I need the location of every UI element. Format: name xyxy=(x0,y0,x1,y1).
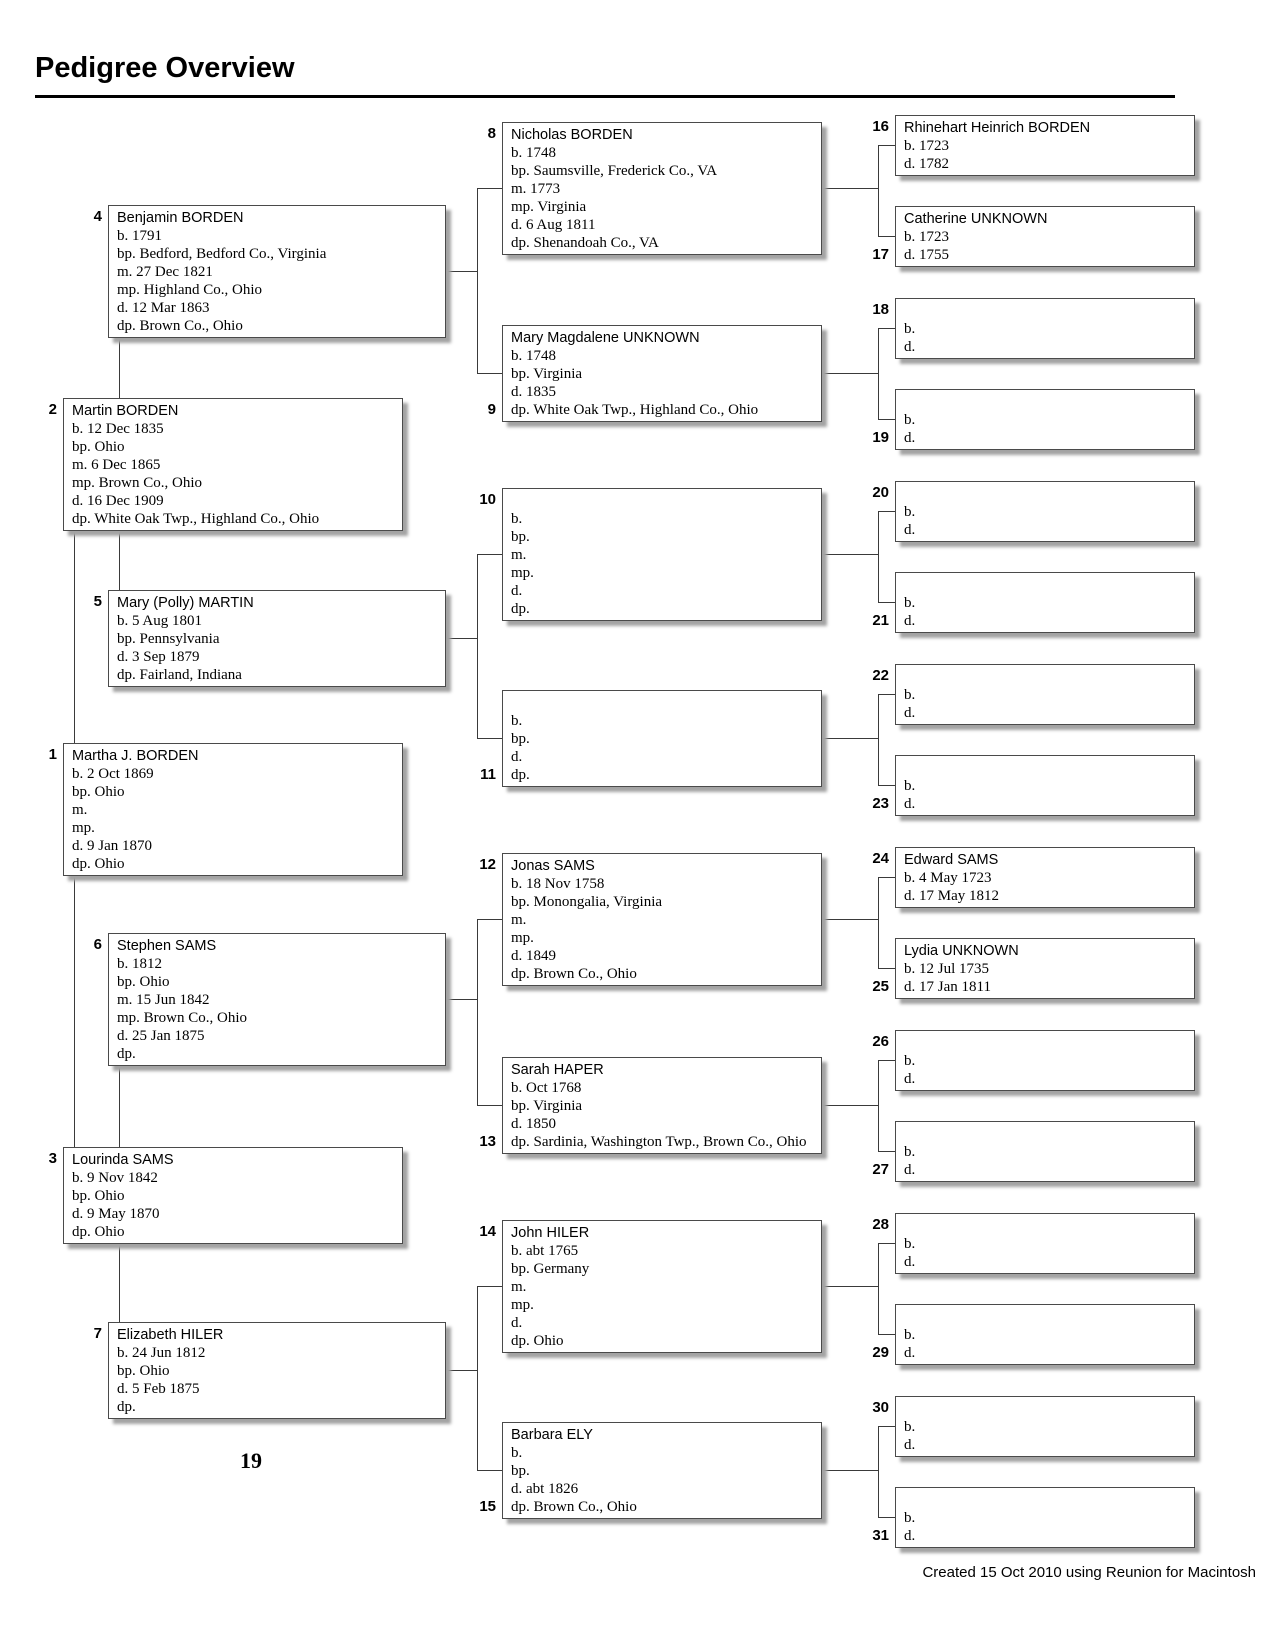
person-name: Jonas SAMS xyxy=(511,858,595,874)
person-box-26 xyxy=(895,1030,1195,1091)
person-detail-line: m. 1773 xyxy=(511,181,561,197)
person-number-2: 2 xyxy=(48,401,57,418)
person-detail-line: dp. Brown Co., Ohio xyxy=(511,966,637,982)
person-detail-line: dp. Brown Co., Ohio xyxy=(511,1499,637,1515)
person-detail-line: bp. Germany xyxy=(511,1261,590,1277)
connector-hline xyxy=(477,188,502,189)
connector-vline xyxy=(477,1286,478,1470)
person-number-19: 19 xyxy=(872,429,889,446)
connector-vline xyxy=(74,876,75,1147)
person-name xyxy=(904,668,1194,686)
person-number-9: 9 xyxy=(487,401,496,418)
person-number-17: 17 xyxy=(872,246,889,263)
person-detail-line: b. xyxy=(904,595,916,611)
connector-vline xyxy=(878,328,879,419)
person-detail-line: b. xyxy=(904,1327,916,1343)
person-detail-line: b. xyxy=(904,778,916,794)
person-detail-line: bp. Saumsville, Frederick Co., VA xyxy=(511,163,718,179)
person-name: Edward SAMS xyxy=(904,852,999,868)
person-box-23 xyxy=(895,755,1195,816)
connector-hline xyxy=(822,919,878,920)
person-box-13 xyxy=(502,1057,822,1154)
person-detail-line: b. 1791 xyxy=(117,228,162,244)
person-detail-line: dp. White Oak Twp., Highland Co., Ohio xyxy=(72,511,320,527)
person-detail-line: d. xyxy=(904,613,916,629)
person-detail-line: dp. Ohio xyxy=(511,1333,564,1349)
person-detail-line: b. 1723 xyxy=(904,138,949,154)
person-number-29: 29 xyxy=(872,1344,889,1361)
person-detail-line: b. 9 Nov 1842 xyxy=(72,1170,158,1186)
connector-vline xyxy=(878,694,879,785)
connector-hline xyxy=(878,1426,895,1427)
person-name xyxy=(511,492,821,510)
person-number-10: 10 xyxy=(479,491,496,508)
person-number-14: 14 xyxy=(479,1223,496,1240)
person-name xyxy=(904,1034,1194,1052)
person-name: Mary Magdalene UNKNOWN xyxy=(511,330,700,346)
person-detail-line: bp. Bedford, Bedford Co., Virginia xyxy=(117,246,327,262)
person-number-16: 16 xyxy=(872,118,889,135)
connector-hline xyxy=(878,602,895,603)
person-detail-line: m. 15 Jun 1842 xyxy=(117,992,210,1008)
person-detail-line: b. 18 Nov 1758 xyxy=(511,876,605,892)
person-detail-line: d. 9 May 1870 xyxy=(72,1206,160,1222)
person-name: Lydia UNKNOWN xyxy=(904,943,1019,959)
person-number-24: 24 xyxy=(872,850,889,867)
connector-vline xyxy=(878,1060,879,1151)
person-detail-line: b. 24 Jun 1812 xyxy=(117,1345,206,1361)
person-box-10 xyxy=(502,488,822,621)
person-detail-line: d. 9 Jan 1870 xyxy=(72,838,152,854)
person-detail-line: b. 1812 xyxy=(117,956,162,972)
person-detail-line: b. xyxy=(511,713,523,729)
person-box-19 xyxy=(895,389,1195,450)
person-box-24 xyxy=(895,847,1195,908)
connector-hline xyxy=(477,1105,502,1106)
connector-vline xyxy=(119,531,120,590)
person-detail-line: d. xyxy=(904,796,916,812)
person-box-30 xyxy=(895,1396,1195,1457)
person-detail-line: b. Oct 1768 xyxy=(511,1080,582,1096)
person-detail-line: d. abt 1826 xyxy=(511,1481,579,1497)
person-detail-line: d. 6 Aug 1811 xyxy=(511,217,596,233)
person-detail-line: mp. xyxy=(72,820,95,836)
person-name xyxy=(904,485,1194,503)
person-box-7 xyxy=(108,1322,446,1419)
person-detail-line: b. abt 1765 xyxy=(511,1243,579,1259)
person-detail-line: b. 1723 xyxy=(904,229,949,245)
connector-hline xyxy=(878,419,895,420)
person-name xyxy=(904,576,1194,594)
connector-vline xyxy=(119,1066,120,1147)
connector-hline xyxy=(878,328,895,329)
person-detail-line: mp. xyxy=(511,1297,534,1313)
connector-hline xyxy=(878,1334,895,1335)
connector-hline xyxy=(822,738,878,739)
connector-hline xyxy=(477,373,502,374)
person-detail-line: d. xyxy=(904,705,916,721)
person-detail-line: m. 27 Dec 1821 xyxy=(117,264,213,280)
person-number-8: 8 xyxy=(487,125,496,142)
connector-hline xyxy=(822,373,878,374)
person-name: Benjamin BORDEN xyxy=(117,210,244,226)
person-name: Stephen SAMS xyxy=(117,938,217,954)
person-detail-line: mp. Highland Co., Ohio xyxy=(117,282,262,298)
person-detail-line: d. 17 May 1812 xyxy=(904,888,999,904)
person-detail-line: b. xyxy=(904,1053,916,1069)
person-number-26: 26 xyxy=(872,1033,889,1050)
person-name: Sarah HAPER xyxy=(511,1062,604,1078)
person-number-31: 31 xyxy=(872,1527,889,1544)
connector-vline xyxy=(119,1244,120,1322)
person-box-28 xyxy=(895,1213,1195,1274)
person-box-21 xyxy=(895,572,1195,633)
person-box-11 xyxy=(502,690,822,787)
person-box-5 xyxy=(108,590,446,687)
connector-vline xyxy=(878,1243,879,1334)
person-box-1 xyxy=(63,743,403,876)
person-name xyxy=(904,1491,1194,1509)
person-box-20 xyxy=(895,481,1195,542)
person-name: Martha J. BORDEN xyxy=(72,748,199,764)
person-name: Rhinehart Heinrich BORDEN xyxy=(904,120,1091,136)
person-detail-line: b. 12 Jul 1735 xyxy=(904,961,990,977)
connector-vline xyxy=(477,554,478,738)
person-detail-line: d. xyxy=(904,1345,916,1361)
person-detail-line: b. xyxy=(511,511,523,527)
person-box-17 xyxy=(895,206,1195,267)
person-detail-line: bp. xyxy=(511,731,530,747)
person-detail-line: dp. White Oak Twp., Highland Co., Ohio xyxy=(511,402,759,418)
person-detail-line: b. xyxy=(904,1236,916,1252)
connector-hline xyxy=(822,188,878,189)
person-detail-line: m. 6 Dec 1865 xyxy=(72,457,161,473)
connector-hline xyxy=(878,968,895,969)
person-number-4: 4 xyxy=(93,208,102,225)
person-detail-line: mp. xyxy=(511,930,534,946)
connector-hline xyxy=(822,1470,878,1471)
person-detail-line: dp. Sardinia, Washington Twp., Brown Co., Ohio xyxy=(511,1134,807,1150)
person-detail-line: m. xyxy=(511,547,527,563)
person-detail-line: b. xyxy=(904,687,916,703)
person-name xyxy=(904,393,1194,411)
person-number-11: 11 xyxy=(480,766,496,783)
person-number-7: 7 xyxy=(93,1325,102,1342)
connector-hline xyxy=(878,877,895,878)
connector-hline xyxy=(878,1243,895,1244)
person-detail-line: d. 5 Feb 1875 xyxy=(117,1381,200,1397)
person-number-13: 13 xyxy=(479,1133,496,1150)
person-box-22 xyxy=(895,664,1195,725)
person-number-3: 3 xyxy=(48,1150,57,1167)
connector-hline xyxy=(822,1286,878,1287)
person-box-18 xyxy=(895,298,1195,359)
person-detail-line: d. xyxy=(904,522,916,538)
person-detail-line: b. xyxy=(511,1445,523,1461)
person-detail-line: d. xyxy=(904,1162,916,1178)
connector-hline xyxy=(446,999,477,1000)
person-detail-line: dp. Brown Co., Ohio xyxy=(117,318,243,334)
person-detail-line: dp. Ohio xyxy=(72,856,125,872)
person-detail-line: d. 1835 xyxy=(511,384,556,400)
connector-hline xyxy=(446,271,477,272)
person-name xyxy=(904,1125,1194,1143)
person-number-25: 25 xyxy=(872,978,889,995)
connector-vline xyxy=(878,511,879,602)
person-name xyxy=(904,302,1194,320)
person-name xyxy=(904,1217,1194,1235)
person-detail-line: bp. Ohio xyxy=(72,784,125,800)
person-detail-line: b. 2 Oct 1869 xyxy=(72,766,154,782)
person-name: Barbara ELY xyxy=(511,1427,593,1443)
person-number-23: 23 xyxy=(872,795,889,812)
person-detail-line: bp. Virginia xyxy=(511,366,583,382)
person-detail-line: b. 1748 xyxy=(511,145,556,161)
person-detail-line: dp. xyxy=(117,1399,136,1415)
connector-vline xyxy=(878,877,879,968)
person-detail-line: d. xyxy=(904,1071,916,1087)
person-name: Martin BORDEN xyxy=(72,403,179,419)
person-detail-line: mp. Virginia xyxy=(511,199,587,215)
connector-hline xyxy=(878,694,895,695)
person-number-15: 15 xyxy=(479,1498,496,1515)
connector-hline xyxy=(878,1517,895,1518)
person-number-18: 18 xyxy=(872,301,889,318)
connector-hline xyxy=(477,554,502,555)
person-box-29 xyxy=(895,1304,1195,1365)
person-detail-line: mp. Brown Co., Ohio xyxy=(117,1010,248,1026)
person-name: Elizabeth HILER xyxy=(117,1327,224,1343)
connector-hline xyxy=(446,638,477,639)
connector-vline xyxy=(119,338,120,398)
person-number-27: 27 xyxy=(872,1161,889,1178)
person-box-6 xyxy=(108,933,446,1066)
person-detail-line: bp. Ohio xyxy=(117,1363,170,1379)
person-box-9 xyxy=(502,325,822,422)
connector-vline xyxy=(74,531,75,743)
person-name xyxy=(511,694,821,712)
person-box-12 xyxy=(502,853,822,986)
person-detail-line: d. 3 Sep 1879 xyxy=(117,649,200,665)
page-title: Pedigree Overview xyxy=(35,52,295,84)
person-number-21: 21 xyxy=(872,612,889,629)
person-name: Mary (Polly) MARTIN xyxy=(117,595,254,611)
person-box-25 xyxy=(895,938,1195,999)
person-number-12: 12 xyxy=(479,856,496,873)
person-detail-line: b. xyxy=(904,412,916,428)
person-number-6: 6 xyxy=(93,936,102,953)
connector-hline xyxy=(878,511,895,512)
person-detail-line: d. xyxy=(904,339,916,355)
person-detail-line: d. xyxy=(904,1254,916,1270)
connector-vline xyxy=(477,188,478,373)
connector-hline xyxy=(477,1286,502,1287)
connector-hline xyxy=(878,785,895,786)
person-name: Lourinda SAMS xyxy=(72,1152,174,1168)
person-detail-line: b. 4 May 1723 xyxy=(904,870,992,886)
person-detail-line: b. xyxy=(904,1419,916,1435)
person-number-28: 28 xyxy=(872,1216,889,1233)
page-number: 19 xyxy=(240,1448,262,1473)
person-number-20: 20 xyxy=(872,484,889,501)
connector-hline xyxy=(878,145,895,146)
connector-vline xyxy=(878,145,879,236)
person-detail-line: d. 1849 xyxy=(511,948,556,964)
person-detail-line: d. 1755 xyxy=(904,247,949,263)
person-box-8 xyxy=(502,122,822,255)
connector-hline xyxy=(477,738,502,739)
connector-vline xyxy=(878,1426,879,1517)
person-detail-line: bp. Ohio xyxy=(72,1188,125,1204)
person-detail-line: bp. Ohio xyxy=(72,439,125,455)
person-detail-line: d. xyxy=(511,583,523,599)
connector-hline xyxy=(477,1470,502,1471)
person-detail-line: d. 12 Mar 1863 xyxy=(117,300,210,316)
connector-hline xyxy=(878,236,895,237)
person-detail-line: d. xyxy=(511,1315,523,1331)
person-detail-line: d. xyxy=(904,1528,916,1544)
person-number-22: 22 xyxy=(872,667,889,684)
person-detail-line: d. xyxy=(904,1437,916,1453)
connector-hline xyxy=(477,919,502,920)
person-detail-line: m. xyxy=(72,802,88,818)
person-box-3 xyxy=(63,1147,403,1244)
connector-hline xyxy=(822,554,878,555)
person-detail-line: dp. xyxy=(117,1046,136,1062)
person-detail-line: m. xyxy=(511,1279,527,1295)
person-detail-line: d. 1850 xyxy=(511,1116,556,1132)
person-number-1: 1 xyxy=(48,746,57,763)
person-number-5: 5 xyxy=(93,593,102,610)
person-detail-line: b. 5 Aug 1801 xyxy=(117,613,203,629)
connector-hline xyxy=(878,1151,895,1152)
person-name xyxy=(904,759,1194,777)
person-name xyxy=(904,1308,1194,1326)
person-detail-line: m. xyxy=(511,912,527,928)
person-detail-line: d. 1782 xyxy=(904,156,949,172)
person-detail-line: b. 1748 xyxy=(511,348,556,364)
person-detail-line: bp. xyxy=(511,1463,530,1479)
person-name: Nicholas BORDEN xyxy=(511,127,633,143)
person-detail-line: bp. Pennsylvania xyxy=(117,631,220,647)
person-detail-line: bp. Ohio xyxy=(117,974,170,990)
person-detail-line: d. xyxy=(511,749,523,765)
person-box-4 xyxy=(108,205,446,338)
person-detail-line: b. xyxy=(904,1144,916,1160)
footer-credit: Created 15 Oct 2010 using Reunion for Macintosh xyxy=(922,1564,1256,1581)
person-box-14 xyxy=(502,1220,822,1353)
person-number-30: 30 xyxy=(872,1399,889,1416)
person-detail-line: mp. xyxy=(511,565,534,581)
person-detail-line: dp. xyxy=(511,767,530,783)
person-detail-line: dp. Ohio xyxy=(72,1224,125,1240)
person-box-27 xyxy=(895,1121,1195,1182)
person-detail-line: b. xyxy=(904,1510,916,1526)
person-box-31 xyxy=(895,1487,1195,1548)
connector-hline xyxy=(822,1105,878,1106)
person-detail-line: d. 17 Jan 1811 xyxy=(904,979,991,995)
person-name: Catherine UNKNOWN xyxy=(904,211,1048,227)
person-detail-line: bp. Monongalia, Virginia xyxy=(511,894,663,910)
connector-hline xyxy=(446,1370,477,1371)
person-detail-line: bp. xyxy=(511,529,530,545)
person-box-15 xyxy=(502,1422,822,1519)
person-box-2 xyxy=(63,398,403,531)
connector-vline xyxy=(477,919,478,1105)
person-detail-line: d. 25 Jan 1875 xyxy=(117,1028,205,1044)
connector-hline xyxy=(878,1060,895,1061)
person-detail-line: b. xyxy=(904,504,916,520)
person-detail-line: dp. Fairland, Indiana xyxy=(117,667,242,683)
person-detail-line: dp. xyxy=(511,601,530,617)
person-name: John HILER xyxy=(511,1225,590,1241)
person-detail-line: b. xyxy=(904,321,916,337)
person-detail-line: mp. Brown Co., Ohio xyxy=(72,475,203,491)
person-detail-line: bp. Virginia xyxy=(511,1098,583,1114)
person-detail-line: d. xyxy=(904,430,916,446)
person-box-16 xyxy=(895,115,1195,176)
person-detail-line: b. 12 Dec 1835 xyxy=(72,421,164,437)
person-detail-line: dp. Shenandoah Co., VA xyxy=(511,235,659,251)
person-detail-line: d. 16 Dec 1909 xyxy=(72,493,164,509)
person-name xyxy=(904,1400,1194,1418)
